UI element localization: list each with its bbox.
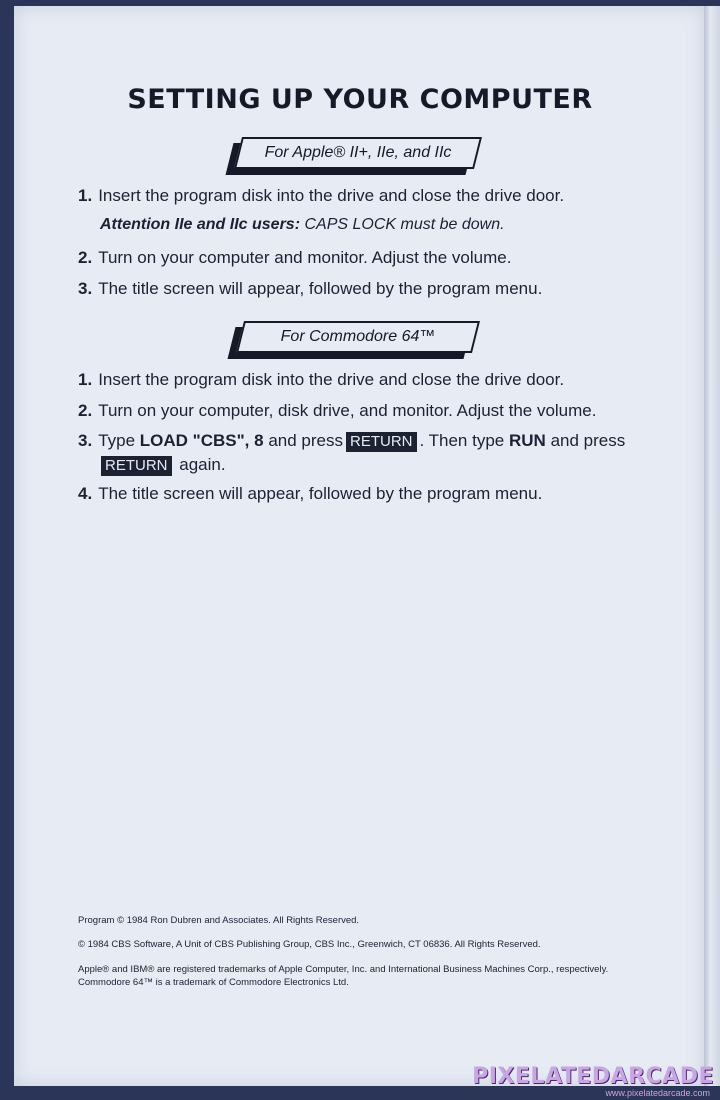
apple-step-1 [78, 184, 648, 208]
step-text: The title screen will appear, followed by the program menu. [98, 279, 543, 298]
note-label: Attention IIe and IIc users: [100, 216, 301, 233]
step-number: 1. [78, 186, 93, 205]
apple-heading: For Apple® II+, IIe, and IIc [264, 144, 452, 161]
note-text: CAPS LOCK must be down. [304, 216, 505, 233]
commodore-step-1 [78, 368, 648, 392]
type-word: Type [98, 431, 136, 450]
and-press-text-2: and press [550, 431, 626, 450]
page-spine [704, 6, 720, 1086]
step-text: Turn on your computer and monitor. Adjust the volume. [98, 248, 512, 267]
commodore-step-3 [78, 429, 648, 477]
run-command: RUN [508, 431, 546, 450]
step-number: 2. [78, 248, 93, 267]
step-text: Insert the program disk into the drive and close the drive door. [98, 370, 565, 389]
commodore-step-2 [78, 399, 648, 423]
commodore-heading-box [236, 321, 480, 353]
footer-trademarks: Apple® and IBM® are registered trademarks of Apple Computer, Inc. and International Business Machines Corp., respectively. Commodore 64™ is a trademark of Commodore Electronics Ltd. [78, 964, 609, 988]
step-text: Turn on your computer, disk drive, and monitor. Adjust the volume. [98, 401, 597, 420]
footer-cbs-copyright: © 1984 CBS Software, A Unit of CBS Publishing Group, CBS Inc., Greenwich, CT 06836. All Rights Reserved. [78, 939, 541, 950]
and-press-text: and press [268, 431, 343, 450]
watermark-logo: PIXELATEDARCADE [472, 1064, 714, 1089]
apple-heading-box [234, 137, 482, 169]
step-text: The title screen will appear, followed by the program menu. [98, 484, 543, 503]
step-number: 3. [78, 431, 93, 450]
apple-step-3 [78, 277, 648, 301]
step-number: 4. [78, 484, 93, 503]
watermark-url: www.pixelatedarcade.com [605, 1088, 710, 1098]
step-number: 2. [78, 401, 93, 420]
apple-step-2 [78, 246, 648, 270]
step-text: Insert the program disk into the drive and close the drive door. [98, 186, 565, 205]
step-number: 1. [78, 370, 93, 389]
again-text: again. [179, 455, 226, 474]
commodore-step-4 [78, 482, 648, 506]
commodore-heading: For Commodore 64™ [280, 328, 436, 345]
return-key-2: RETURN [101, 456, 172, 476]
page-title: SETTING UP YOUR COMPUTER [127, 84, 593, 115]
step-number: 3. [78, 279, 93, 298]
apple-note [100, 216, 505, 234]
footer-program-copyright: Program © 1984 Ron Dubren and Associates. All Rights Reserved. [78, 915, 360, 926]
return-key: RETURN [346, 432, 417, 452]
load-command: LOAD "CBS", 8 [139, 431, 264, 450]
then-type-text: . Then type [419, 431, 505, 450]
